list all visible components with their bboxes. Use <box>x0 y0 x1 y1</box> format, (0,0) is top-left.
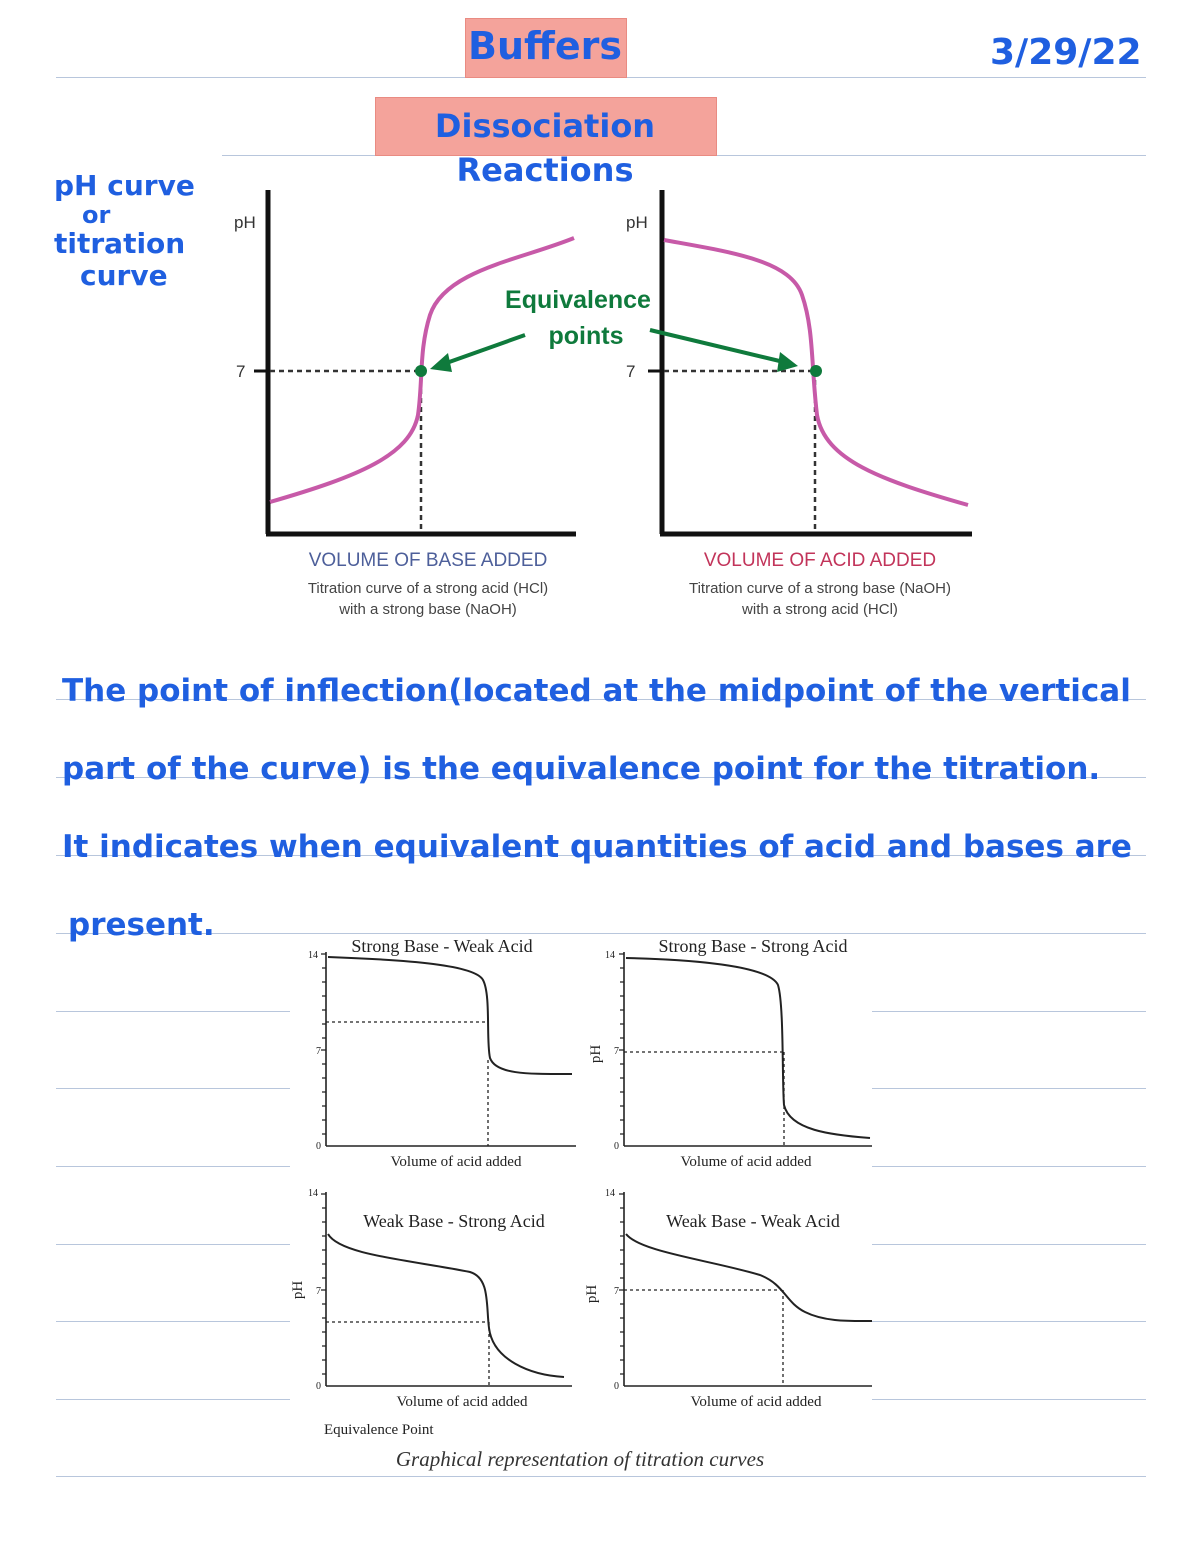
panel3-tick-7: 7 <box>316 1286 321 1297</box>
panel1-curve <box>328 957 572 1074</box>
ruled-line <box>872 1244 1146 1245</box>
panel2-xlabel: Volume of acid added <box>680 1154 812 1170</box>
annotation-arrow-left <box>438 335 525 366</box>
panel1-tick-14: 14 <box>308 950 318 961</box>
annotation-line1: Equivalence <box>505 286 651 314</box>
panel2-tick-7: 7 <box>614 1046 619 1057</box>
arrowhead-left-icon <box>430 353 452 372</box>
notes-block <box>62 652 1162 964</box>
note-line: part of the curve) is the equivalence point for the titration. <box>62 751 1101 787</box>
side-note-line: titration <box>54 227 186 260</box>
ruled-line <box>56 1088 290 1089</box>
panel2-tick-0: 0 <box>614 1141 619 1152</box>
left-caption-line1: Titration curve of a strong acid (HCl) <box>307 580 549 597</box>
right-titration-chart <box>626 190 972 618</box>
panel3-xlabel: Volume of acid added <box>396 1394 528 1410</box>
ruled-line <box>56 1011 290 1012</box>
ruled-line <box>872 1088 1146 1089</box>
panel4-title: Weak Base - Weak Acid <box>666 1211 840 1231</box>
panel3-curve <box>328 1234 564 1377</box>
panel3-ylabel: pH <box>290 1280 306 1300</box>
ruled-line <box>56 1321 290 1322</box>
section-subtitle: Dissociation Reactions <box>434 107 656 189</box>
panel-strong-base-strong-acid <box>588 936 872 1170</box>
panel-strong-base-weak-acid <box>308 936 576 1170</box>
panel4-xlabel: Volume of acid added <box>690 1394 822 1410</box>
page-title: Buffers <box>468 24 622 68</box>
panel4-curve <box>626 1234 872 1321</box>
ruled-line <box>56 1476 1146 1477</box>
note-line: The point of inflection(located at the midpoint of the vertical <box>62 673 1131 709</box>
left-tick-7: 7 <box>236 362 246 381</box>
page-date: 3/29/22 <box>990 32 1142 73</box>
panel4-tick-0: 0 <box>614 1381 619 1392</box>
side-note-line: curve <box>80 259 168 292</box>
annotation-line2: points <box>548 322 624 350</box>
equivalence-annotation <box>430 286 798 372</box>
annotation-arrow-right <box>650 330 788 363</box>
panel3-tick-14: 14 <box>308 1188 318 1199</box>
ruled-line <box>872 1321 1146 1322</box>
left-titration-chart <box>234 190 576 618</box>
ruled-line <box>56 1399 290 1400</box>
ruled-line <box>872 1166 1146 1167</box>
panel1-xlabel: Volume of acid added <box>390 1154 522 1170</box>
panel3-tick-0: 0 <box>316 1381 321 1392</box>
ruled-line <box>56 1244 290 1245</box>
top-titration-figure <box>220 180 1000 630</box>
ruled-line <box>872 1011 1146 1012</box>
arrowhead-right-icon <box>777 352 798 372</box>
panel2-title: Strong Base - Strong Acid <box>658 936 848 956</box>
right-caption-line1: Titration curve of a strong base (NaOH) <box>688 580 952 597</box>
left-ylabel: pH <box>234 213 256 232</box>
side-note-line: pH curve <box>54 169 195 202</box>
equivalence-point-label: Equivalence Point <box>324 1422 434 1438</box>
panel4-tick-14: 14 <box>605 1188 615 1199</box>
figure-caption: Graphical representation of titration curves <box>395 1447 765 1471</box>
panel4-ylabel: pH <box>584 1284 600 1304</box>
right-tick-7: 7 <box>626 362 636 381</box>
ruled-line <box>56 1166 290 1167</box>
note-line: It indicates when equivalent quantities of acid and bases are <box>62 829 1132 865</box>
right-ylabel: pH <box>626 213 648 232</box>
panel1-tick-7: 7 <box>316 1046 321 1057</box>
right-equivalence-point <box>810 365 822 377</box>
left-equivalence-point <box>415 365 427 377</box>
panel1-title: Strong Base - Weak Acid <box>351 936 533 956</box>
panel1-tick-0: 0 <box>316 1141 321 1152</box>
side-note-line: or <box>82 201 111 229</box>
right-xlabel: VOLUME OF ACID ADDED <box>703 550 937 571</box>
note-line: present. <box>68 907 215 943</box>
panel3-title: Weak Base - Strong Acid <box>363 1211 545 1231</box>
left-caption-line2: with a strong base (NaOH) <box>339 601 517 618</box>
ruled-line <box>872 1399 1146 1400</box>
panel2-ylabel: pH <box>588 1044 604 1064</box>
left-xlabel: VOLUME OF BASE ADDED <box>308 550 548 571</box>
panel2-curve <box>626 958 870 1138</box>
panel-weak-base-weak-acid <box>584 1188 872 1410</box>
side-note <box>54 170 214 292</box>
right-caption-line2: with a strong acid (HCl) <box>742 601 898 618</box>
panel-weak-base-strong-acid <box>290 1188 572 1410</box>
panel4-tick-7: 7 <box>614 1286 619 1297</box>
panel2-tick-14: 14 <box>605 950 615 961</box>
bottom-titration-figure <box>290 930 880 1475</box>
